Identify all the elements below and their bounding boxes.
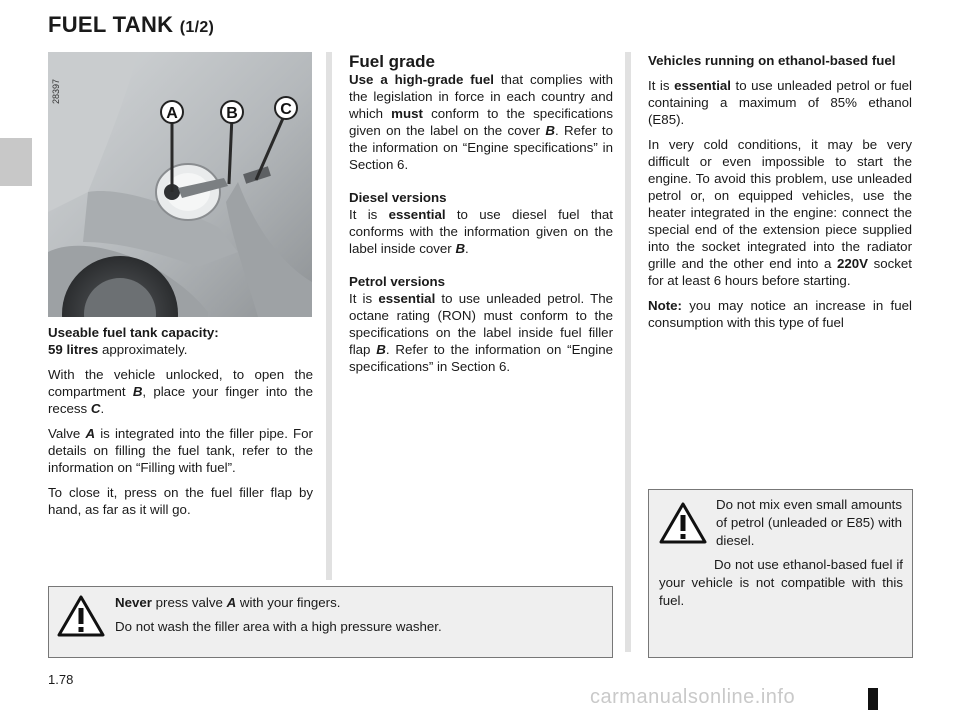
text-run: . Refer to the information on “Engine specifications” in Section 6. <box>349 123 613 172</box>
photo-label-b: B <box>226 105 238 122</box>
title-suffix: (1/2) <box>179 19 215 36</box>
text-run: , place your finger into the recess <box>48 384 313 416</box>
ref-a: A <box>226 595 237 610</box>
column-ethanol <box>648 52 912 339</box>
section-side-tab <box>0 138 32 186</box>
capacity-label: Useable fuel tank capacity: <box>48 325 219 340</box>
close-paragraph: To close it, press on the fuel filler flap by hand, as far as it will go. <box>48 485 313 517</box>
open-compartment-paragraph <box>48 366 313 417</box>
text-run: It is <box>349 291 379 306</box>
ethanol-paragraph <box>648 77 912 128</box>
page-title <box>48 12 214 38</box>
ref-b: B <box>545 123 555 138</box>
text-run: . Refer to the information on “Engine specifications” in Section 6. <box>349 342 613 374</box>
capacity-suffix: approximately. <box>98 342 188 357</box>
warning-valve-line <box>115 594 340 612</box>
column-capacity <box>48 324 313 526</box>
text-run: is integrated into the filler pipe. For details on filling the fuel tank, refer to the information on “Filling with fuel”. <box>48 426 313 475</box>
text-run: to use unleaded petrol. The octane rating (RON) must conform to the specifications on the label inside fuel filler flap <box>349 291 613 357</box>
column-fuel-grade <box>349 52 613 391</box>
text-run: socket for at least 6 hours before starting. <box>648 256 912 288</box>
photo-label-a: A <box>166 105 178 122</box>
diesel-paragraph <box>349 189 613 257</box>
text-run: . <box>465 241 469 256</box>
text-run: that complies with the legislation in force in each country and which <box>349 72 613 121</box>
diesel-heading: Diesel versions <box>349 190 447 205</box>
warning-box-valve <box>48 586 613 658</box>
text-run: essential <box>388 207 446 222</box>
cold-conditions-paragraph <box>648 136 912 289</box>
text-run: conform to the specifications given on the label on the cover <box>349 106 613 138</box>
text-run: In very cold conditions, it may be very difficult or even impossible to start the engine. To avoid this problem, use unleaded petrol or, on equipped vehicles, use the heater integrated in the engine: connect the special end of the extension piece supplied into the socket integrated into the radiator grille and the other end into a <box>648 137 912 271</box>
text-run: you may notice an increase in fuel consumption with this type of fuel <box>648 298 912 330</box>
column-divider <box>326 52 332 580</box>
capacity-value: 59 litres <box>48 342 99 357</box>
warning-triangle-icon <box>57 595 105 637</box>
ethanol-heading <box>648 52 912 69</box>
text-run: must <box>391 106 423 121</box>
capacity-paragraph <box>48 324 313 358</box>
petrol-paragraph <box>349 273 613 375</box>
photo-label-c: C <box>280 101 292 118</box>
text-run: essential <box>674 78 731 93</box>
ref-c: C <box>90 401 101 416</box>
column-divider <box>625 52 631 652</box>
text-run: It is <box>349 207 389 222</box>
page-number: 1.78 <box>48 672 74 687</box>
ref-b: B <box>132 384 143 399</box>
text-run: to use unleaded petrol or fuel containing a maximum of 85% ethanol (E85). <box>648 78 912 127</box>
text-run: Vehicles running on ethanol-based fuel <box>648 53 896 68</box>
fuel-grade-heading: Fuel grade <box>349 52 435 71</box>
ref-a: A <box>85 426 96 441</box>
petrol-heading: Petrol versions <box>349 274 446 289</box>
valve-paragraph <box>48 425 313 476</box>
warning-text-mixing: Do not mix even small amounts of petrol (unleaded or E85) with diesel. <box>716 497 902 548</box>
fuel-grade-paragraph <box>349 71 613 173</box>
text-run: . <box>100 401 105 416</box>
warning-washer-line: Do not wash the filler area with a high pressure washer. <box>115 619 442 634</box>
warning-text-ethanol <box>659 556 903 610</box>
fuel-flap-photo <box>48 52 312 317</box>
text-run: press valve <box>151 595 227 610</box>
text-run: to use diesel fuel that conforms with the information given on the label inside cover <box>349 207 613 256</box>
title-main: FUEL TANK <box>48 12 174 37</box>
text-run: Never <box>115 595 152 610</box>
fuel-flap-illustration <box>48 52 312 317</box>
note-paragraph <box>648 297 912 331</box>
corner-mark <box>868 688 878 710</box>
text-run: Do not use ethanol-based fuel if your vehicle is not compatible with this fuel. <box>659 557 903 608</box>
text-run: Valve <box>48 426 86 441</box>
warning-triangle-icon <box>659 502 707 544</box>
text-run: Use a high-grade fuel <box>349 72 494 87</box>
note-label: Note: <box>648 298 682 313</box>
ref-b: B <box>376 342 386 357</box>
text-run: essential <box>378 291 436 306</box>
text-run: With the vehicle unlocked, to open the compartment <box>48 367 313 399</box>
photo-reference-code: 28397 <box>51 78 61 104</box>
text-run: It is <box>648 78 675 93</box>
ref-b: B <box>455 241 466 256</box>
text-run: with your fingers. <box>236 595 341 610</box>
watermark: carmanualsonline.info <box>590 686 796 708</box>
text-run: 220V <box>836 256 869 271</box>
warning-box-fuel-mixing <box>648 489 913 658</box>
